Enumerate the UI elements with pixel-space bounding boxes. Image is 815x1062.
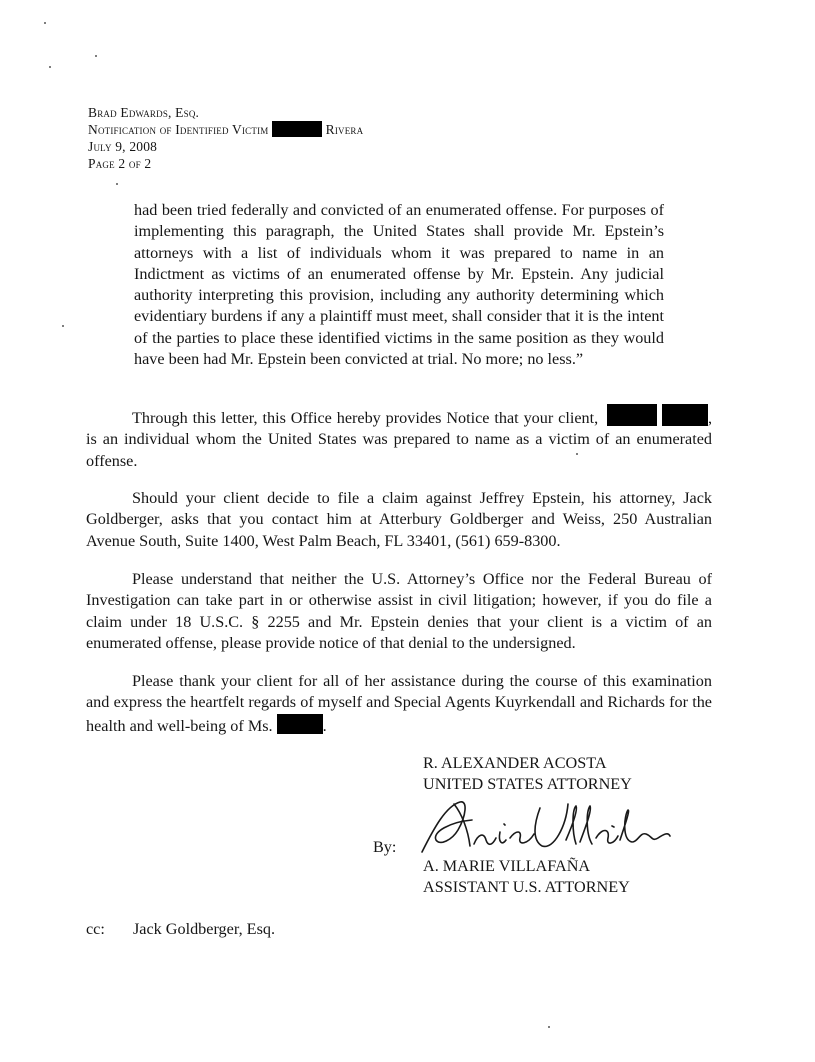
handwritten-signature: [416, 796, 676, 858]
signatory-title: UNITED STATES ATTORNEY: [423, 775, 632, 793]
redaction-bar: [607, 404, 657, 426]
scan-speck: [62, 325, 64, 327]
thanks-text: Please thank your client for all of her assistance during the course of this examination and express the heartfelt regards of myself and Special Agents Kuyrkendall and Richards for the health and well-being of Ms.: [86, 672, 712, 735]
cc-label: cc:: [86, 920, 105, 938]
civil-litigation-paragraph: Please understand that neither the U.S. Attorney’s Office nor the Federal Bureau of Investigation can take part in or otherwise assist in civil litigation; however, if you do file a claim under 18 U.S.C. § 2255 and Mr. Epstein denies that your client is a victim of an enumerated offense, please provide notice of that denial to the undersigned.: [86, 570, 712, 652]
signatory-name: R. ALEXANDER ACOSTA: [423, 754, 607, 772]
quoted-agreement-text: had been tried federally and convicted of an enumerated offense. For purposes of implementing this paragraph, the United States shall provide Mr. Epstein’s attorneys with a list of individuals whom it was prepared to name in an Indictment as victims of an enumerated offense by Mr. Epstein. Any judicial authority interpreting this provision, including any authority determining which evidentiary burdens if any a plaintiff must meet, shall consider that it is the intent of the parties to place these identified victims in the same position as they would have been had Mr. Epstein been convicted at trial. No more; no less.”: [134, 201, 664, 369]
claim-contact-paragraph: Should your client decide to file a claim against Jeffrey Epstein, his attorney, Jack Goldberger, asks that you contact him at Atterbury Goldberger and Weiss, 250 Australian Avenue South, Suite 1400, West Palm Beach, FL 33401, (561) 659-8300.: [86, 489, 712, 550]
page-number: Page 2 of 2: [88, 156, 152, 171]
scan-speck: [44, 22, 46, 24]
redaction-bar: [277, 714, 323, 734]
notice-paragraph: [86, 404, 712, 472]
cc-recipient: Jack Goldberger, Esq.: [133, 920, 276, 938]
signer-name: A. MARIE VILLAFAÑA: [423, 857, 591, 875]
signer-title: ASSISTANT U.S. ATTORNEY: [423, 878, 630, 896]
subject-prefix: Notification of Identified Victim: [88, 122, 269, 137]
thanks-paragraph: [86, 671, 712, 737]
subject-suffix: Rivera: [325, 122, 364, 137]
scan-speck: [116, 183, 118, 185]
letter-header: [88, 104, 363, 172]
by-label: By:: [373, 838, 397, 856]
notice-text-start: Through this letter, this Office hereby provides Notice that your client,: [132, 409, 604, 427]
recipient-line: Brad Edwards, Esq.: [88, 105, 200, 120]
scan-speck: [49, 66, 51, 68]
notice-text-end: , is an individual whom the United States was prepared to name as a victim of an enumerated offense.: [86, 409, 712, 470]
thanks-text-end: .: [322, 716, 327, 735]
scan-speck: [548, 1026, 550, 1028]
redaction-bar: [662, 404, 708, 426]
subject-line: [88, 121, 363, 138]
date-line: July 9, 2008: [88, 139, 158, 154]
redaction-bar: [272, 121, 322, 137]
scan-speck: [95, 55, 97, 57]
